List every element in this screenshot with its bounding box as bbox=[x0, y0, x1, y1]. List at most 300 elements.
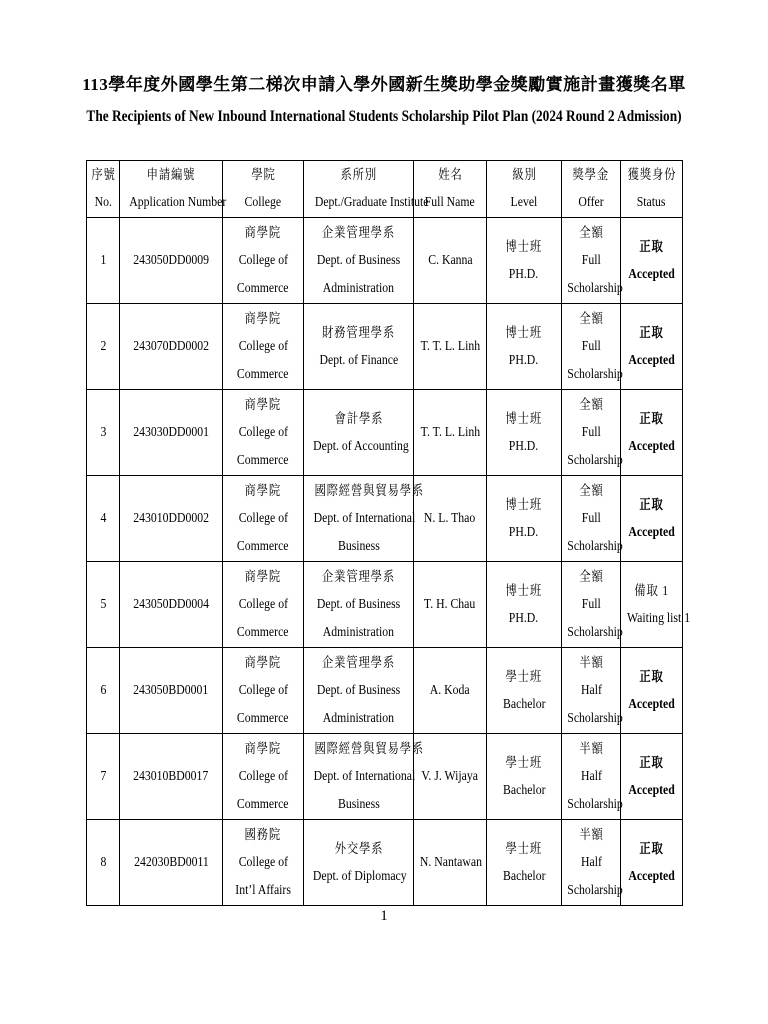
college-line bbox=[223, 247, 303, 275]
offer-line-text: Half bbox=[580, 768, 602, 784]
status-line-text: 正取 bbox=[639, 840, 664, 856]
college-line-text: 商學院 bbox=[244, 310, 282, 326]
application-number-cell bbox=[120, 218, 223, 304]
college-line bbox=[223, 447, 303, 475]
column-header-status-en-text: Status bbox=[637, 195, 666, 210]
college-line-text: College of bbox=[238, 424, 288, 440]
level-cell bbox=[487, 820, 562, 906]
college-line-text: College of bbox=[238, 854, 288, 870]
row-number-cell bbox=[87, 734, 120, 820]
college-line bbox=[223, 591, 303, 619]
status-line-text: 正取 bbox=[639, 238, 664, 254]
department-cell bbox=[304, 476, 425, 562]
application-number-cell bbox=[120, 476, 223, 562]
level-line bbox=[487, 835, 561, 863]
level-line bbox=[487, 777, 561, 805]
college-line-text: College of bbox=[238, 682, 288, 698]
college-line-text: Commerce bbox=[237, 624, 289, 640]
college-line bbox=[223, 419, 303, 447]
department-line-text: Business bbox=[337, 538, 380, 554]
offer-line bbox=[562, 821, 620, 849]
column-header-college bbox=[223, 161, 304, 218]
application-number-text: 243030DD0001 bbox=[133, 424, 209, 440]
level-line bbox=[487, 433, 561, 461]
column-header-no-en-text: No. bbox=[94, 195, 112, 210]
department-line bbox=[304, 347, 413, 375]
status-line bbox=[621, 835, 682, 863]
college-line-text: Commerce bbox=[237, 796, 289, 812]
level-cell bbox=[487, 734, 562, 820]
department-line bbox=[304, 405, 413, 433]
application-number-text: 243010BD0017 bbox=[133, 768, 209, 784]
department-line bbox=[304, 619, 413, 647]
college-cell bbox=[223, 390, 304, 476]
column-header-department-zh-text: 系所別 bbox=[340, 167, 377, 182]
department-line bbox=[304, 591, 413, 619]
full-name-text: T. H. Chau bbox=[424, 596, 476, 612]
level-line bbox=[487, 663, 561, 691]
department-line bbox=[304, 735, 425, 763]
department-line bbox=[304, 705, 413, 733]
college-line bbox=[223, 649, 303, 677]
status-cell bbox=[621, 304, 683, 390]
department-line-text: 企業管理學系 bbox=[321, 224, 396, 240]
application-number-cell bbox=[120, 562, 223, 648]
offer-line bbox=[562, 391, 620, 419]
column-header-department bbox=[304, 161, 429, 218]
offer-cell bbox=[562, 648, 621, 734]
application-number-text: 242030BD0011 bbox=[133, 854, 209, 870]
offer-line-text: Scholarship bbox=[567, 452, 623, 468]
department-line-text: Dept. of Diplomacy bbox=[312, 868, 407, 884]
department-line-text: Dept. of Business bbox=[316, 596, 401, 612]
full-name bbox=[414, 677, 486, 705]
application-number-cell bbox=[120, 648, 223, 734]
column-header-level-zh-text: 級別 bbox=[511, 167, 537, 182]
college-cell bbox=[223, 820, 304, 906]
department-line-text: Administration bbox=[322, 280, 395, 296]
status-line-text: Accepted bbox=[628, 352, 675, 368]
college-line bbox=[223, 563, 303, 591]
level-line-text: 學士班 bbox=[505, 668, 543, 684]
college-cell bbox=[223, 304, 304, 390]
offer-line-text: Scholarship bbox=[567, 538, 623, 554]
college-line-text: 商學院 bbox=[244, 568, 282, 584]
row-number bbox=[87, 505, 119, 533]
department-line bbox=[304, 563, 413, 591]
column-header-no-zh bbox=[87, 161, 119, 189]
offer-line-text: 全額 bbox=[578, 224, 604, 240]
level-line-text: PH.D. bbox=[509, 524, 539, 540]
level-line bbox=[487, 749, 561, 777]
column-header-full-name bbox=[414, 161, 487, 218]
full-name-cell bbox=[414, 218, 487, 304]
offer-line bbox=[562, 735, 620, 763]
college-line-text: College of bbox=[238, 510, 288, 526]
offer-cell bbox=[562, 562, 621, 648]
row-number bbox=[87, 333, 119, 361]
offer-line-text: Scholarship bbox=[567, 710, 623, 726]
college-line bbox=[223, 305, 303, 333]
full-name-cell bbox=[414, 390, 487, 476]
status-line-text: 正取 bbox=[639, 496, 664, 512]
column-header-no-en bbox=[87, 189, 119, 217]
offer-line bbox=[562, 447, 623, 475]
status-line bbox=[621, 691, 682, 719]
table-header bbox=[87, 161, 683, 218]
department-line bbox=[304, 533, 413, 561]
department-line bbox=[304, 863, 413, 891]
level-line-text: PH.D. bbox=[509, 352, 539, 368]
status-cell bbox=[621, 648, 683, 734]
level-line bbox=[487, 863, 561, 891]
level-line bbox=[487, 577, 561, 605]
offer-line-text: Half bbox=[580, 854, 602, 870]
offer-line bbox=[562, 333, 620, 361]
level-cell bbox=[487, 304, 562, 390]
row-number-cell bbox=[87, 820, 120, 906]
status-line-text: Accepted bbox=[628, 868, 675, 884]
row-number-cell bbox=[87, 218, 120, 304]
department-line bbox=[304, 319, 413, 347]
status-cell bbox=[621, 390, 683, 476]
column-header-application-number-en bbox=[120, 189, 227, 217]
row-number bbox=[87, 849, 119, 877]
status-line bbox=[621, 319, 682, 347]
application-number bbox=[120, 505, 222, 533]
status-cell bbox=[621, 562, 691, 648]
full-name-cell bbox=[414, 304, 487, 390]
full-name-text: C. Kanna bbox=[427, 252, 473, 268]
full-name bbox=[414, 247, 486, 275]
column-header-no bbox=[87, 161, 120, 218]
college-line-text: 商學院 bbox=[244, 654, 282, 670]
offer-line bbox=[562, 677, 620, 705]
status-cell bbox=[621, 734, 683, 820]
table-row bbox=[87, 218, 683, 304]
department-line bbox=[304, 835, 413, 863]
college-cell bbox=[223, 648, 304, 734]
college-line bbox=[223, 477, 303, 505]
offer-line bbox=[562, 275, 623, 303]
status-cell bbox=[621, 218, 683, 304]
offer-line bbox=[562, 591, 620, 619]
column-header-application-number-en-text: Application Number bbox=[129, 195, 227, 210]
college-line bbox=[223, 275, 303, 303]
full-name-text: T. T. L. Linh bbox=[420, 424, 480, 440]
column-header-level-en-text: Level bbox=[510, 195, 538, 210]
column-header-offer-en-text: Offer bbox=[578, 195, 604, 210]
column-header-level-zh bbox=[487, 161, 561, 189]
column-header-status-en bbox=[621, 189, 682, 217]
column-header-status-zh-text: 獲獎身份 bbox=[627, 167, 676, 182]
college-line bbox=[223, 219, 303, 247]
column-header-college-zh-text: 學院 bbox=[250, 167, 276, 182]
department-line bbox=[304, 649, 413, 677]
offer-line-text: Full bbox=[581, 424, 601, 440]
row-number bbox=[87, 419, 119, 447]
offer-line bbox=[562, 361, 623, 389]
college-cell bbox=[223, 218, 304, 304]
department-line-text: 企業管理學系 bbox=[321, 654, 396, 670]
level-line bbox=[487, 605, 561, 633]
college-line-text: 國務院 bbox=[244, 826, 282, 842]
row-number-text: 8 bbox=[100, 854, 106, 870]
college-line bbox=[223, 705, 303, 733]
department-line bbox=[304, 275, 413, 303]
column-header-department-en bbox=[304, 189, 429, 217]
department-cell bbox=[304, 218, 414, 304]
row-number bbox=[87, 591, 119, 619]
department-line-text: 國際經營與貿易學系 bbox=[314, 740, 425, 756]
row-number-cell bbox=[87, 476, 120, 562]
column-header-status bbox=[621, 161, 683, 218]
level-line-text: Bachelor bbox=[502, 782, 546, 798]
application-number bbox=[120, 419, 222, 447]
level-line bbox=[487, 261, 561, 289]
full-name bbox=[414, 333, 486, 361]
column-header-offer-zh-text: 獎學金 bbox=[572, 167, 610, 182]
offer-line bbox=[562, 247, 620, 275]
department-line bbox=[304, 247, 413, 275]
status-line-text: 正取 bbox=[639, 324, 664, 340]
offer-line-text: Full bbox=[581, 596, 601, 612]
college-line bbox=[223, 735, 303, 763]
application-number bbox=[120, 333, 222, 361]
level-cell bbox=[487, 648, 562, 734]
college-line bbox=[223, 619, 303, 647]
college-line-text: 商學院 bbox=[244, 396, 282, 412]
row-number-text: 4 bbox=[100, 510, 106, 526]
department-line-text: Dept. of Accounting bbox=[313, 438, 409, 454]
level-cell bbox=[487, 218, 562, 304]
column-header-offer-en bbox=[562, 189, 620, 217]
offer-line-text: Scholarship bbox=[567, 796, 623, 812]
college-line bbox=[223, 333, 303, 361]
department-line-text: Administration bbox=[322, 710, 395, 726]
status-line-text: Accepted bbox=[628, 782, 675, 798]
column-header-application-number-zh bbox=[120, 161, 222, 189]
column-header-full-name-en-text: Full Name bbox=[425, 195, 475, 210]
status-line-text: 正取 bbox=[639, 754, 664, 770]
college-line-text: College of bbox=[238, 252, 288, 268]
college-cell bbox=[223, 734, 304, 820]
department-line bbox=[304, 791, 413, 819]
offer-line-text: Scholarship bbox=[567, 366, 623, 382]
application-number bbox=[120, 591, 222, 619]
level-line-text: Bachelor bbox=[502, 696, 546, 712]
level-line-text: 博士班 bbox=[505, 238, 543, 254]
college-cell bbox=[223, 562, 304, 648]
department-line-text: Business bbox=[337, 796, 380, 812]
offer-cell bbox=[562, 390, 621, 476]
department-cell bbox=[304, 820, 414, 906]
row-number-cell bbox=[87, 648, 120, 734]
full-name bbox=[414, 419, 486, 447]
offer-line-text: Scholarship bbox=[567, 882, 623, 898]
status-cell bbox=[621, 476, 683, 562]
table-row bbox=[87, 562, 683, 648]
offer-line-text: Scholarship bbox=[567, 624, 623, 640]
offer-cell bbox=[562, 304, 621, 390]
level-line-text: 博士班 bbox=[505, 582, 543, 598]
college-line-text: College of bbox=[238, 338, 288, 354]
table-row bbox=[87, 304, 683, 390]
college-line bbox=[223, 877, 303, 905]
college-line-text: Commerce bbox=[237, 366, 289, 382]
status-line bbox=[621, 663, 682, 691]
department-line-text: Dept. of Business bbox=[316, 682, 401, 698]
application-number-cell bbox=[120, 390, 223, 476]
column-header-no-zh-text: 序號 bbox=[90, 167, 116, 182]
column-header-level-en bbox=[487, 189, 561, 217]
offer-line bbox=[562, 477, 620, 505]
college-line-text: College of bbox=[238, 768, 288, 784]
offer-line-text: Full bbox=[581, 252, 601, 268]
status-line bbox=[621, 233, 682, 261]
full-name-text: A. Koda bbox=[430, 682, 470, 698]
level-line bbox=[487, 347, 561, 375]
offer-line bbox=[562, 649, 620, 677]
department-line-text: Administration bbox=[322, 624, 395, 640]
status-line-text: Accepted bbox=[628, 696, 675, 712]
column-header-full-name-en bbox=[414, 189, 486, 217]
level-cell bbox=[487, 562, 562, 648]
status-line-text: 備取 1 bbox=[634, 582, 669, 598]
table-row bbox=[87, 648, 683, 734]
full-name bbox=[414, 763, 486, 791]
full-name bbox=[414, 505, 486, 533]
row-number-text: 5 bbox=[100, 596, 106, 612]
application-number bbox=[120, 677, 222, 705]
college-line bbox=[223, 791, 303, 819]
department-cell bbox=[304, 562, 414, 648]
level-line bbox=[487, 519, 561, 547]
department-line-text: Dept. of International bbox=[313, 510, 416, 526]
status-line bbox=[621, 519, 682, 547]
offer-line bbox=[562, 505, 620, 533]
department-cell bbox=[304, 304, 414, 390]
application-number-text: 243010DD0002 bbox=[133, 510, 209, 526]
column-header-full-name-zh bbox=[414, 161, 486, 189]
level-line bbox=[487, 233, 561, 261]
department-line bbox=[304, 477, 425, 505]
department-line-text: 國際經營與貿易學系 bbox=[314, 482, 425, 498]
offer-line bbox=[562, 419, 620, 447]
level-line bbox=[487, 319, 561, 347]
full-name-text: N. L. Thao bbox=[424, 510, 476, 526]
status-line bbox=[621, 261, 682, 289]
college-line bbox=[223, 821, 303, 849]
row-number-text: 7 bbox=[100, 768, 106, 784]
application-number-text: 243070DD0002 bbox=[133, 338, 209, 354]
college-line bbox=[223, 361, 303, 389]
offer-line-text: 全額 bbox=[578, 568, 604, 584]
level-line-text: 學士班 bbox=[505, 754, 543, 770]
full-name-text: N. Nantawan bbox=[419, 854, 482, 870]
status-line bbox=[621, 347, 682, 375]
level-line bbox=[487, 405, 561, 433]
full-name-cell bbox=[414, 648, 487, 734]
application-number-cell bbox=[120, 734, 223, 820]
level-line bbox=[487, 691, 561, 719]
row-number-text: 2 bbox=[100, 338, 106, 354]
level-line-text: PH.D. bbox=[509, 438, 539, 454]
level-line-text: 博士班 bbox=[505, 410, 543, 426]
status-line bbox=[621, 405, 682, 433]
application-number-text: 243050DD0009 bbox=[133, 252, 209, 268]
offer-line-text: 半額 bbox=[578, 740, 604, 756]
status-line bbox=[621, 433, 682, 461]
level-cell bbox=[487, 476, 562, 562]
offer-line bbox=[562, 219, 620, 247]
application-number-cell bbox=[120, 304, 223, 390]
row-number-text: 3 bbox=[100, 424, 106, 440]
department-cell bbox=[304, 390, 414, 476]
page-number: 1 bbox=[380, 908, 388, 924]
full-name-text: V. J. Wijaya bbox=[421, 768, 479, 784]
row-number bbox=[87, 677, 119, 705]
offer-line bbox=[562, 705, 623, 733]
column-header-offer bbox=[562, 161, 621, 218]
college-line-text: College of bbox=[238, 596, 288, 612]
status-line-text: Accepted bbox=[628, 266, 675, 282]
offer-cell bbox=[562, 734, 621, 820]
level-line-text: 博士班 bbox=[505, 496, 543, 512]
offer-line bbox=[562, 619, 623, 647]
offer-line-text: 半額 bbox=[578, 654, 604, 670]
row-number-text: 6 bbox=[100, 682, 106, 698]
status-line bbox=[621, 577, 682, 605]
department-line-text: Dept. of Business bbox=[316, 252, 401, 268]
college-line bbox=[223, 391, 303, 419]
offer-line bbox=[562, 763, 620, 791]
table-row bbox=[87, 734, 683, 820]
department-line-text: 外交學系 bbox=[334, 840, 383, 856]
college-line-text: Commerce bbox=[237, 538, 289, 554]
college-line bbox=[223, 763, 303, 791]
college-line-text: 商學院 bbox=[244, 740, 282, 756]
status-line-text: Accepted bbox=[628, 438, 675, 454]
level-cell bbox=[487, 390, 562, 476]
college-cell bbox=[223, 476, 304, 562]
status-line bbox=[621, 605, 691, 633]
application-number bbox=[120, 763, 222, 791]
offer-line bbox=[562, 563, 620, 591]
row-number-cell bbox=[87, 390, 120, 476]
column-header-application-number-zh-text: 申請編號 bbox=[146, 167, 196, 182]
status-line bbox=[621, 491, 682, 519]
application-number-text: 243050BD0001 bbox=[133, 682, 209, 698]
offer-line bbox=[562, 791, 623, 819]
row-number bbox=[87, 247, 119, 275]
status-line bbox=[621, 749, 682, 777]
department-line bbox=[304, 677, 413, 705]
column-header-college-en-text: College bbox=[244, 195, 282, 210]
college-line bbox=[223, 677, 303, 705]
application-number-cell bbox=[120, 820, 223, 906]
college-line-text: Int’l Affairs bbox=[235, 882, 291, 898]
document-title-chinese: 113學年度外國學生第二梯次申請入學外國新生獎助學金獎勵實施計畫獲獎名單 bbox=[82, 75, 686, 94]
department-line bbox=[304, 763, 416, 791]
offer-cell bbox=[562, 476, 621, 562]
offer-line-text: Scholarship bbox=[567, 280, 623, 296]
column-header-status-zh bbox=[621, 161, 682, 189]
status-line-text: Waiting list 1 bbox=[627, 610, 691, 626]
department-line-text: Dept. of International bbox=[313, 768, 416, 784]
college-line-text: 商學院 bbox=[244, 482, 282, 498]
full-name bbox=[414, 591, 486, 619]
